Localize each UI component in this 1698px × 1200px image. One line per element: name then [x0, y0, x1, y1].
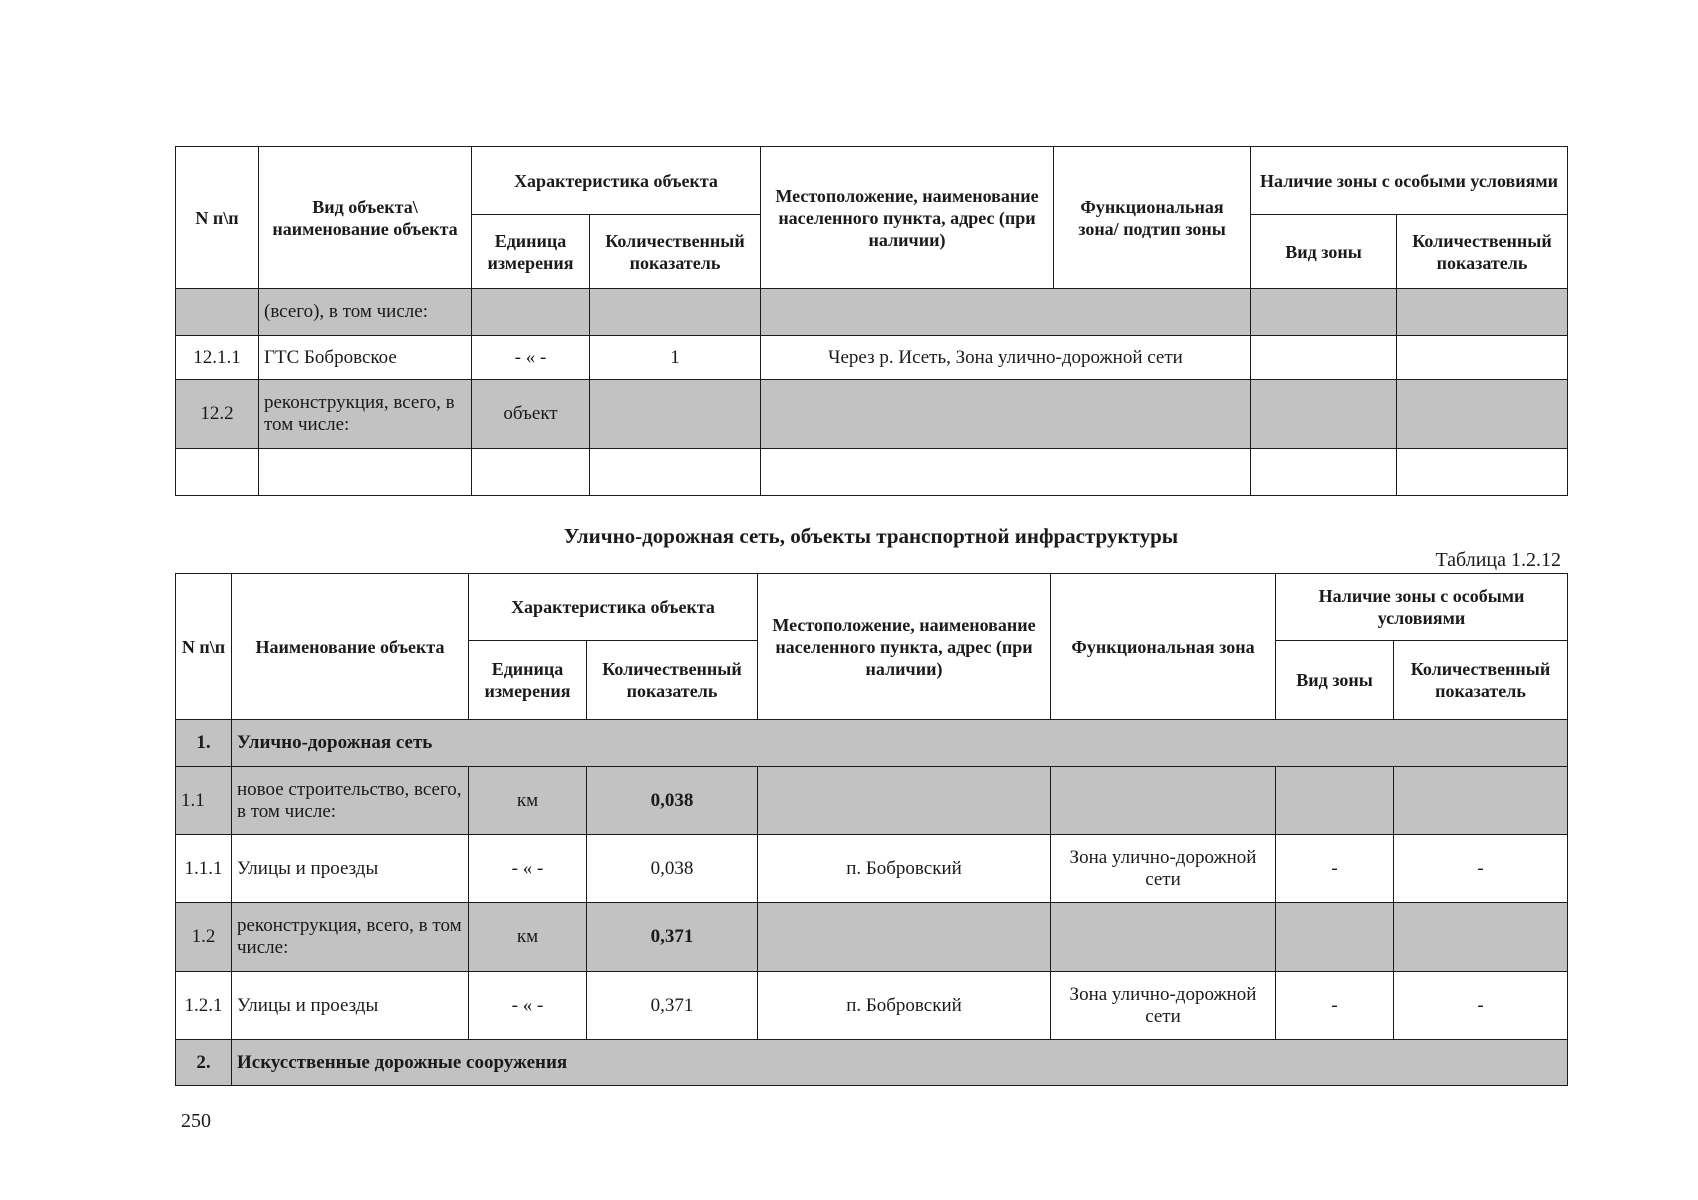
- cell-location: [761, 289, 1251, 336]
- cell-zone-qty: [1394, 767, 1568, 835]
- header-location: Местоположение, наименование населенного пункта, адрес (при наличии): [761, 147, 1054, 289]
- cell-zone-qty: [1397, 449, 1568, 496]
- cell-num: 1.1: [176, 767, 232, 835]
- cell-zone: [1251, 289, 1397, 336]
- cell-num: 2.: [176, 1040, 232, 1086]
- cell-name: реконструкция, всего, в том числе:: [259, 380, 472, 449]
- cell-name: [259, 449, 472, 496]
- cell-unit: - « -: [472, 336, 590, 380]
- cell-func-zone: Зона улично-дорожной сети: [1051, 972, 1276, 1040]
- header-functional-zone: Функциональная зона/ подтип зоны: [1054, 147, 1251, 289]
- header-characteristics: Характеристика объекта: [469, 574, 758, 641]
- table-number: Таблица 1.2.12: [1435, 549, 1561, 571]
- cell-num: 1.2.1: [176, 972, 232, 1040]
- cell-qty: [590, 449, 761, 496]
- cell-zone-qty: [1394, 903, 1568, 972]
- cell-func-zone: [1051, 767, 1276, 835]
- header-num: N п\п: [176, 147, 259, 289]
- cell-name: Улицы и проезды: [232, 972, 469, 1040]
- table-row: [176, 835, 1568, 903]
- objects-table-top: [175, 146, 1568, 496]
- section-title: Улично-дорожная сеть: [232, 720, 1568, 767]
- section-row: [176, 720, 1568, 767]
- cell-name: реконструкция, всего, в том числе:: [232, 903, 469, 972]
- cell-num: 1.2: [176, 903, 232, 972]
- header-zone-kind: Вид зоны: [1276, 641, 1394, 720]
- header-location: Местоположение, наименование населенного пункта, адрес (при наличии): [758, 574, 1051, 720]
- cell-name: Улицы и проезды: [232, 835, 469, 903]
- cell-zone: -: [1276, 835, 1394, 903]
- table-row: [176, 289, 1568, 336]
- cell-name: (всего), в том числе:: [259, 289, 472, 336]
- table-row: [176, 767, 1568, 835]
- cell-qty: 0,371: [587, 972, 758, 1040]
- section-title: Искусственные дорожные сооружения: [232, 1040, 1568, 1086]
- header-special-zone: Наличие зоны с особыми условиями: [1276, 574, 1568, 641]
- cell-name: новое строительство, всего, в том числе:: [232, 767, 469, 835]
- cell-location: п. Бобровский: [758, 835, 1051, 903]
- header-object-kind: Вид объекта\ наименование объекта: [259, 147, 472, 289]
- header-zone-quantity: Количественный показатель: [1394, 641, 1568, 720]
- cell-num: [176, 449, 259, 496]
- section-row: [176, 1040, 1568, 1086]
- cell-num: 1.1.1: [176, 835, 232, 903]
- cell-location: [761, 449, 1251, 496]
- cell-location: Через р. Исеть, Зона улично-дорожной сети: [761, 336, 1251, 380]
- cell-name: ГТС Бобровское: [259, 336, 472, 380]
- cell-zone: [1276, 903, 1394, 972]
- table-row: [176, 380, 1568, 449]
- table-row: [176, 903, 1568, 972]
- table-row: [176, 972, 1568, 1040]
- cell-unit: - « -: [469, 835, 587, 903]
- header-object-name: Наименование объекта: [232, 574, 469, 720]
- header-special-zone: Наличие зоны с особыми условиями: [1251, 147, 1568, 215]
- cell-location: [761, 380, 1251, 449]
- cell-zone-qty: -: [1394, 835, 1568, 903]
- cell-func-zone: [1051, 903, 1276, 972]
- cell-num: 12.2: [176, 380, 259, 449]
- cell-zone: [1276, 767, 1394, 835]
- cell-location: [758, 903, 1051, 972]
- road-network-table: [175, 573, 1568, 1086]
- cell-zone-qty: [1397, 289, 1568, 336]
- header-unit: Единица измерения: [469, 641, 587, 720]
- header-zone-kind: Вид зоны: [1251, 215, 1397, 289]
- cell-zone-qty: [1397, 336, 1568, 380]
- cell-unit: [472, 289, 590, 336]
- cell-zone: -: [1276, 972, 1394, 1040]
- header-unit: Единица измерения: [472, 215, 590, 289]
- cell-func-zone: Зона улично-дорожной сети: [1051, 835, 1276, 903]
- header-num: N п\п: [176, 574, 232, 720]
- cell-zone: [1251, 336, 1397, 380]
- header-characteristics: Характеристика объекта: [472, 147, 761, 215]
- cell-qty: 0,038: [587, 767, 758, 835]
- table-row: [176, 336, 1568, 380]
- cell-zone-qty: [1397, 380, 1568, 449]
- cell-num: 12.1.1: [176, 336, 259, 380]
- page-number: 250: [181, 1110, 211, 1132]
- cell-unit: [472, 449, 590, 496]
- cell-qty: 1: [590, 336, 761, 380]
- cell-unit: км: [469, 767, 587, 835]
- cell-qty: [590, 289, 761, 336]
- cell-num: 1.: [176, 720, 232, 767]
- header-zone-quantity: Количественный показатель: [1397, 215, 1568, 289]
- cell-zone: [1251, 449, 1397, 496]
- cell-unit: км: [469, 903, 587, 972]
- table-title: Улично-дорожная сеть, объекты транспортной инфраструктуры: [563, 524, 1179, 548]
- cell-zone-qty: -: [1394, 972, 1568, 1040]
- header-quantity: Количественный показатель: [587, 641, 758, 720]
- cell-qty: 0,038: [587, 835, 758, 903]
- header-functional-zone: Функциональная зона: [1051, 574, 1276, 720]
- table-row: [176, 449, 1568, 496]
- cell-location: п. Бобровский: [758, 972, 1051, 1040]
- header-quantity: Количественный показатель: [590, 215, 761, 289]
- cell-qty: 0,371: [587, 903, 758, 972]
- cell-location: [758, 767, 1051, 835]
- cell-unit: объект: [472, 380, 590, 449]
- cell-unit: - « -: [469, 972, 587, 1040]
- cell-zone: [1251, 380, 1397, 449]
- cell-qty: [590, 380, 761, 449]
- cell-num: [176, 289, 259, 336]
